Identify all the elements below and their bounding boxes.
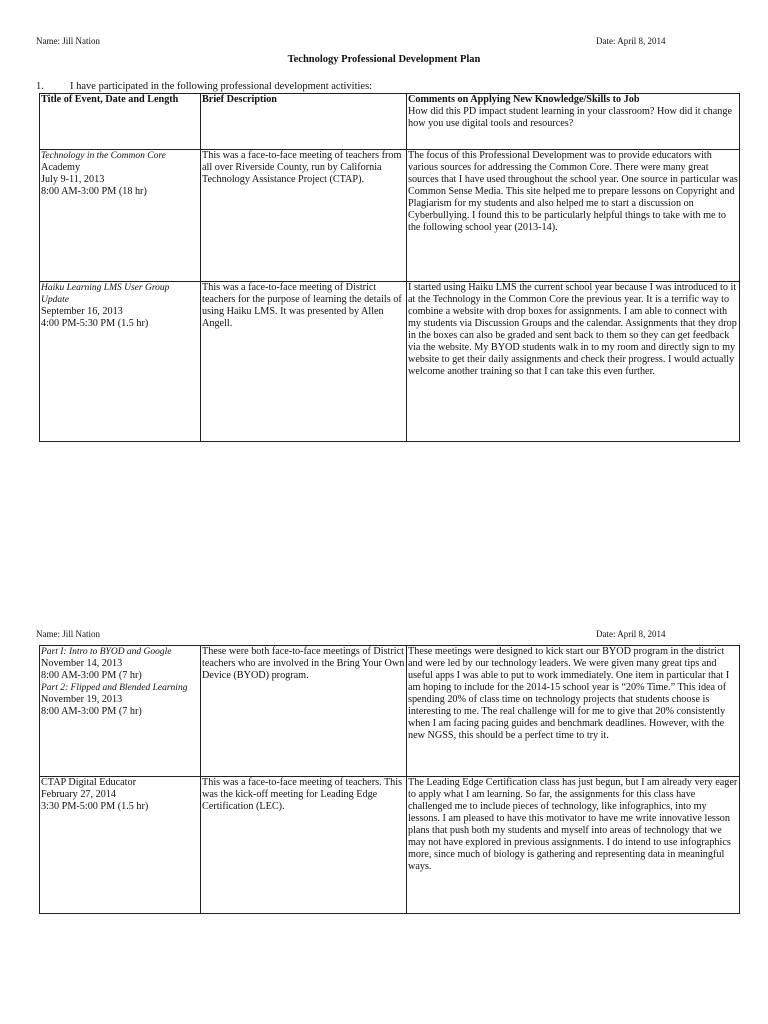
event-description-cell: [201, 777, 407, 914]
pd-table-page2: [39, 645, 740, 914]
event-title-italic: Technology in the Common Core: [41, 151, 166, 161]
event-comments: I started using Haiku LMS the current school year because I was introduced to it at the Technology in the Common Core the previous year. It is a terrific way to combine a website with drop boxes for assignments. I am able to connect with my students via Discussion Groups and the calendar. Assignments that they drop in the boxes can also be graded and sent back to them so they can get feedback via the website. My BYOD students walk in to my room and directly sign to my website to get their daily assignments and check their progress. I would actually welcome another training so that I can take this even further.: [408, 282, 737, 377]
event-date: November 19, 2013: [41, 694, 123, 705]
event-comments-cell: [407, 282, 740, 442]
table-row: [40, 282, 740, 442]
intro-text: I have participated in the following professional development activities:: [70, 81, 373, 92]
author-name: Name: Jill Nation: [36, 36, 100, 46]
document-date: Date: April 8, 2014: [596, 629, 666, 639]
event-title-cell: [40, 777, 201, 914]
table-row: [40, 150, 740, 282]
header-description-label: Brief Description: [202, 94, 277, 105]
event-part2-italic: Part 2: Flipped and Blended Learning: [41, 683, 188, 693]
event-date: July 9-11, 2013: [41, 174, 105, 185]
event-title-cell: [40, 282, 201, 442]
page-title: Technology Professional Development Plan: [287, 54, 481, 65]
event-title-cell: [40, 150, 201, 282]
table-header-row: [40, 94, 740, 150]
event-description: This was a face-to-face meeting of District teachers for the purpose of learning the details of using Haiku LMS. It was presented by Allen Angell.: [202, 282, 402, 329]
event-description: This was a face-to-face meeting of teachers from all over Riverside County, run by California Technology Assistance Project (CTAP).: [202, 150, 402, 185]
event-comments: The Leading Edge Certification class has just begun, but I am already very eager to apply what I am learning. So far, the assignments for this class have challenged me to include pieces of technology, like infographics, into my lessons. I am pleased to have this motivator to have me write innovative lesson plans that push both my students and myself into areas of technology that we may not have explored in previous assignments. I do intend to use infographics more, since much of biology is gathering and representing data in meaningful ways.: [408, 777, 738, 872]
intro-number: 1.: [36, 81, 44, 92]
header-description-cell: [201, 94, 407, 150]
event-title-italic: Haiku Learning LMS User Group Update: [41, 283, 170, 305]
header-comments-label: Comments on Applying New Knowledge/Skills to Job: [408, 94, 640, 105]
table-row: [40, 646, 740, 777]
author-name: Name: Jill Nation: [36, 629, 100, 639]
event-date: September 16, 2013: [41, 306, 123, 317]
event-title-line: CTAP Digital Educator: [41, 777, 137, 788]
pd-table-page1: [39, 93, 740, 442]
event-comments: The focus of this Professional Development was to provide educators with various sources for addressing the Common Core. There were many great sources that I have used throughout the school year. One source in particular was Common Sense Media. This site helped me to prepare lessons on Copyright and Plagiarism for my students and also helped me to start a discussion on Cyberbullying. I found this to be particularly helpful things to take with me to the following school year (2013-14).: [408, 150, 738, 233]
header-comments-subtitle: How did this PD impact student learning in your classroom? How did it change how you use digital tools and resources?: [408, 106, 732, 129]
table-row: [40, 777, 740, 914]
event-length: 3:30 PM-5:00 PM (1.5 hr): [41, 801, 149, 812]
event-comments-cell: [407, 150, 740, 282]
header-comments-cell: [407, 94, 740, 150]
event-comments-cell: [407, 777, 740, 914]
event-description: This was a face-to-face meeting of teachers. This was the kick-off meeting for Leading Edge Certification (LEC).: [202, 777, 403, 812]
event-length: 8:00 AM-3:00 PM (7 hr): [41, 706, 142, 717]
event-comments: These meetings were designed to kick start our BYOD program in the district and were led by our technology leaders. We were given many great tips and useful apps I was able to put to work immediately. One item in particular that I am hoping to include for the 2014-15 school year is “20% Time.” This idea of spending 20% of class time on technology projects that students choose is interesting to me. The real challenge will for me to give that 20% consistently when I am facing pacing guides and benchmark deadlines. However, with the new NGSS, this should be a perfect time to try it.: [408, 646, 730, 741]
event-title-line: Academy: [41, 162, 81, 173]
event-part1-italic: Part I: Intro to BYOD and Google: [41, 647, 172, 657]
event-date: November 14, 2013: [41, 658, 123, 669]
header-title-cell: [40, 94, 201, 150]
event-description-cell: [201, 646, 407, 777]
event-comments-cell: [407, 646, 740, 777]
event-date: February 27, 2014: [41, 789, 116, 800]
event-description: These were both face-to-face meetings of District teachers who are involved in the Bring Your Own Device (BYOD) program.: [202, 646, 405, 681]
event-description-cell: [201, 282, 407, 442]
event-length: 8:00 AM-3:00 PM (18 hr): [41, 186, 147, 197]
document-date: Date: April 8, 2014: [596, 36, 666, 46]
event-length: 8:00 AM-3:00 PM (7 hr): [41, 670, 142, 681]
event-description-cell: [201, 150, 407, 282]
event-title-cell: [40, 646, 201, 777]
event-length: 4:00 PM-5:30 PM (1.5 hr): [41, 318, 149, 329]
header-title-label: Title of Event, Date and Length: [41, 94, 179, 105]
